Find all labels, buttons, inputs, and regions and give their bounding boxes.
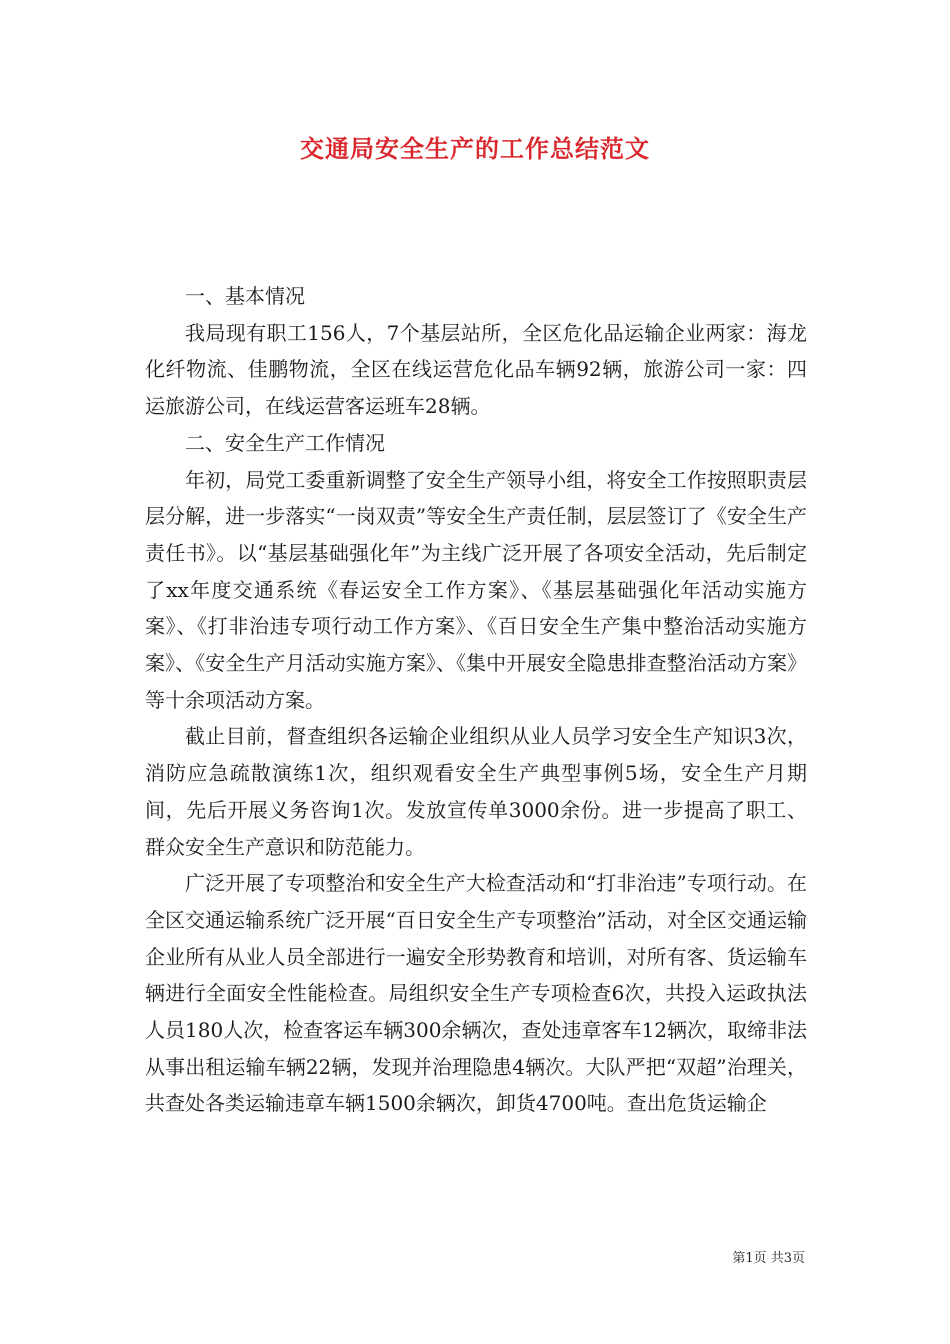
paragraph: 我局现有职工156人，7个基层站所，全区危化品运输企业两家：海龙化纤物流、佳鹏物流，全区在线运营危化品车辆92辆，旅游公司一家：四运旅游公司，在线运营客运班车28辆。: [145, 320, 807, 419]
paragraph: 广泛开展了专项整治和安全生产大检查活动和“打非治违”专项行动。在全区交通运输系统广泛开展“百日安全生产专项整治”活动，对全区交通运输企业所有从业人员全部进行一遍安全形势教育和培训，对所有客、货运输车辆进行全面安全性能检查。局组织安全生产专项检查6次，共投入运政执法人员180人次，检查客运车辆300余辆次，查处违章客车12辆次，取缔非法从事出租运输车辆22辆，发现并治理隐患4辆次。大队严把“双超”治理关，共查处各类运输违章车辆1500余辆次，卸货4700吨。查出危货运输企: [145, 871, 807, 1116]
paragraph: 年初，局党工委重新调整了安全生产领导小组，将安全工作按照职责层层分解，进一步落实“一岗双责”等安全生产责任制，层层签订了《安全生产责任书》。以“基层基础强化年”为主线广泛开展了各项安全活动，先后制定了xx年度交通系统《春运安全工作方案》、《基层基础强化年活动实施方案》、《打非治违专项行动工作方案》、《百日安全生产集中整治活动实施方案》、《安全生产月活动实施方案》、《集中开展安全隐患排查整治活动方案》等十余项活动方案。: [145, 467, 807, 712]
section-heading-safety: 二、安全生产工作情况: [185, 430, 385, 455]
document-body: [145, 278, 807, 1122]
page-number: 第1页 共3页: [732, 1251, 805, 1266]
section-heading-basic: 一、基本情况: [185, 284, 305, 308]
paragraph: 截止目前，督查组织各运输企业组织从业人员学习安全生产知识3次，消防应急疏散演练1次，组织观看安全生产典型事例5场，安全生产月期间，先后开展义务咨询1次。发放宣传单3000余份。进一步提高了职工、群众安全生产意识和防范能力。: [145, 724, 807, 859]
document-title: 交通局安全生产的工作总结范文: [300, 134, 650, 163]
